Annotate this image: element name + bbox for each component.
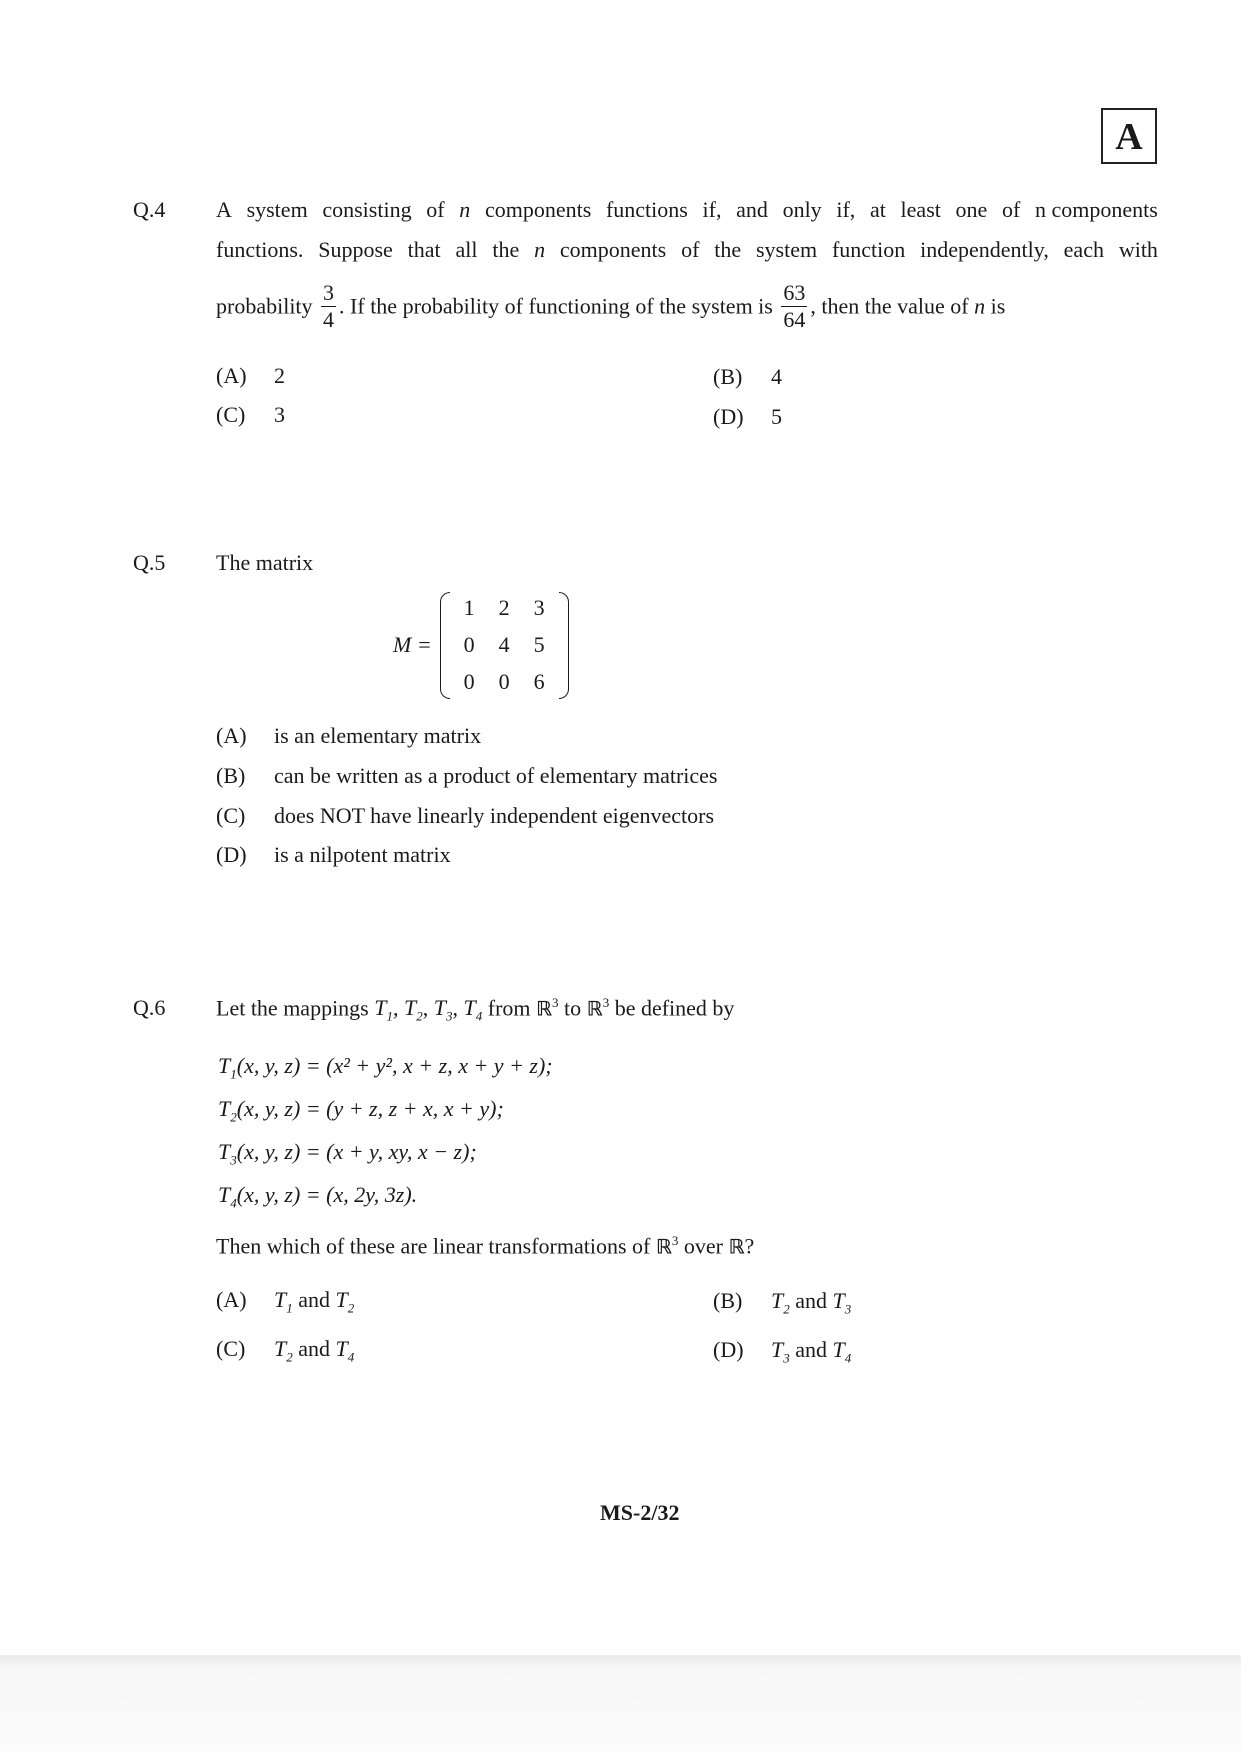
superscript: 3 xyxy=(671,1233,679,1248)
mapping-expression: (x, y, z) = (y + z, z + x, x + y); xyxy=(236,1096,504,1121)
q4-is-word: is xyxy=(990,293,1006,319)
q6-option-a[interactable]: (A) $T_1$ and $T_2$ xyxy=(216,1287,355,1316)
q6-mapping-line-4: $T_4(x$, y, z) = (x, 2y, 3z). xyxy=(218,1182,418,1211)
matrix-m xyxy=(393,591,569,699)
mapping-t2: $T_2$ xyxy=(404,995,423,1024)
superscript: 3 xyxy=(602,995,610,1010)
option-text: can be written as a product of elementary matrices xyxy=(274,763,718,788)
mapping-expression: (x, y, z) = (x² + y², x + z, x + y + z); xyxy=(236,1053,553,1078)
word: the xyxy=(714,237,742,262)
word: function xyxy=(831,237,906,262)
option-label: (B) xyxy=(713,1288,743,1313)
matrix-cell: 3 xyxy=(533,595,545,620)
q4-option-d[interactable] xyxy=(713,404,782,430)
word: functions. xyxy=(216,237,304,262)
q6-stem-text: be defined by xyxy=(614,995,735,1021)
word: least xyxy=(900,197,941,222)
q4-conclusion-text: , then the value of xyxy=(810,293,969,319)
q4-option-c[interactable] xyxy=(216,402,285,428)
word: only xyxy=(782,197,822,222)
superscript: 3 xyxy=(552,995,559,1010)
matrix-name: M = xyxy=(393,632,432,657)
word: that xyxy=(407,237,441,262)
scan-bottom-shade xyxy=(0,1655,1241,1752)
word: functions xyxy=(605,197,688,222)
q4-number: Q.4 xyxy=(133,197,166,222)
q6-question xyxy=(216,1233,754,1259)
mapping-t4: $T_4$ xyxy=(463,995,483,1024)
variable-n: n xyxy=(459,197,471,222)
fraction-three-quarters xyxy=(321,280,336,333)
q6-stem-text: from xyxy=(487,995,531,1021)
word: the xyxy=(492,237,520,262)
matrix-cell: 1 xyxy=(463,595,475,620)
option-label: (D) xyxy=(713,404,744,429)
option-value: 3 xyxy=(274,402,285,427)
word: components xyxy=(484,197,592,222)
option-value: 2 xyxy=(274,363,285,388)
q6-stem-text: Let the mappings xyxy=(216,995,369,1021)
q5-option-a[interactable] xyxy=(216,723,481,749)
q6-stem-text: to xyxy=(564,995,582,1021)
set-code-box: A xyxy=(1101,108,1157,164)
option-label: (B) xyxy=(713,364,743,389)
q6-question-text: over xyxy=(683,1233,723,1259)
q4-condition-text: . If the probability of functioning of the system is xyxy=(339,293,773,319)
option-value: 4 xyxy=(771,364,782,389)
q4-option-a[interactable] xyxy=(216,363,285,389)
matrix-cell: 0 xyxy=(498,669,510,694)
q4-stem-line-2 xyxy=(216,237,1158,263)
matrix-cell: 2 xyxy=(498,595,510,620)
word: with xyxy=(1118,237,1158,262)
q5-option-d[interactable] xyxy=(216,842,451,868)
option-label: (C) xyxy=(216,803,246,828)
mapping-t3: $T_3$ xyxy=(433,995,453,1024)
q5-stem: The matrix xyxy=(216,550,314,575)
word: system xyxy=(755,237,818,262)
q6-option-c[interactable]: (C) $T_2$ and $T_4$ xyxy=(216,1336,355,1365)
option-value: 5 xyxy=(771,404,782,429)
matrix-cell: 0 xyxy=(463,632,475,657)
word: independently, xyxy=(920,237,1049,262)
reals-symbol: ℝ xyxy=(536,996,553,1021)
option-label: (C) xyxy=(216,1336,246,1361)
word: and xyxy=(736,197,768,222)
q6-stem: Let the mappings $T_1$, $T_2$, $T_3$, $T_4$ from ℝ$^3$ to ℝ$^3$ be defined by xyxy=(216,995,735,1024)
question-mark: ? xyxy=(744,1233,755,1259)
word: n components xyxy=(1034,197,1158,222)
matrix-cell: 5 xyxy=(533,632,545,657)
word: at xyxy=(869,197,886,222)
option-label: (B) xyxy=(216,763,246,788)
option-label: (D) xyxy=(216,842,247,867)
word: if, xyxy=(836,197,856,222)
variable-n: n xyxy=(974,293,986,319)
q6-mapping-line-2: $T_2(x$, y, z) = (y + z, z + x, x + y); xyxy=(218,1096,504,1125)
word: Suppose xyxy=(318,237,393,262)
matrix-cell: 6 xyxy=(533,669,545,694)
option-text: does NOT have linearly independent eigenvectors xyxy=(274,803,715,828)
q4-stem-line-1 xyxy=(216,197,1158,223)
q6-mapping-line-1: $T_1(x$, y, z) = (x² + y², x + z, x + y + z); xyxy=(218,1053,553,1082)
q4-stem-line-3 xyxy=(216,282,1158,335)
q6-number: Q.6 xyxy=(133,995,166,1020)
q5-option-c[interactable] xyxy=(216,803,714,829)
q6-question-text: Then which of these are linear transformations of xyxy=(216,1233,651,1259)
option-label: (A) xyxy=(216,363,247,388)
q6-option-b[interactable]: (B) $T_2$ and $T_3$ xyxy=(713,1288,852,1317)
q5-number: Q.5 xyxy=(133,550,166,575)
fraction-denominator: 64 xyxy=(783,307,806,332)
page-footer: MS-2/32 xyxy=(600,1500,680,1525)
mapping-expression: (x, y, z) = (x + y, xy, x − z); xyxy=(236,1139,477,1164)
q4-probability-word: probability xyxy=(216,293,313,319)
reals-symbol: ℝ xyxy=(728,1234,745,1259)
word: of xyxy=(1001,197,1021,222)
option-text: is an elementary matrix xyxy=(274,723,482,748)
option-label: (C) xyxy=(216,402,246,427)
word: one xyxy=(955,197,988,222)
q6-mapping-line-3: $T_3(x$, y, z) = (x + y, xy, x − z); xyxy=(218,1139,477,1168)
matrix-brackets xyxy=(440,590,569,701)
word: if, xyxy=(702,197,722,222)
q6-option-d[interactable]: (D) $T_3$ and $T_4$ xyxy=(713,1337,852,1366)
reals-symbol: ℝ xyxy=(586,996,603,1021)
word: each xyxy=(1063,237,1104,262)
mapping-t1: $T_1$ xyxy=(374,995,393,1024)
option-text: is a nilpotent matrix xyxy=(274,842,451,867)
fraction-denominator: 4 xyxy=(323,307,335,332)
reals-symbol: ℝ xyxy=(655,1234,672,1259)
word: system xyxy=(246,197,308,222)
fraction-63-64 xyxy=(781,280,807,333)
word: all xyxy=(455,237,478,262)
q5-option-b[interactable] xyxy=(216,763,717,789)
option-label: (D) xyxy=(713,1337,744,1362)
matrix-cell: 0 xyxy=(463,669,475,694)
word: consisting xyxy=(322,197,412,222)
option-label: (A) xyxy=(216,723,247,748)
fraction-numerator: 63 xyxy=(783,280,806,305)
word: of xyxy=(681,237,700,262)
word: of xyxy=(426,197,445,222)
matrix-cell: 4 xyxy=(498,632,510,657)
variable-n: n xyxy=(534,237,546,262)
option-label: (A) xyxy=(216,1287,247,1312)
fraction-numerator: 3 xyxy=(323,280,335,305)
word: A xyxy=(216,197,232,222)
word: components xyxy=(559,237,667,262)
q4-option-b[interactable] xyxy=(713,364,782,390)
mapping-expression: (x, y, z) = (x, 2y, 3z). xyxy=(236,1182,418,1207)
